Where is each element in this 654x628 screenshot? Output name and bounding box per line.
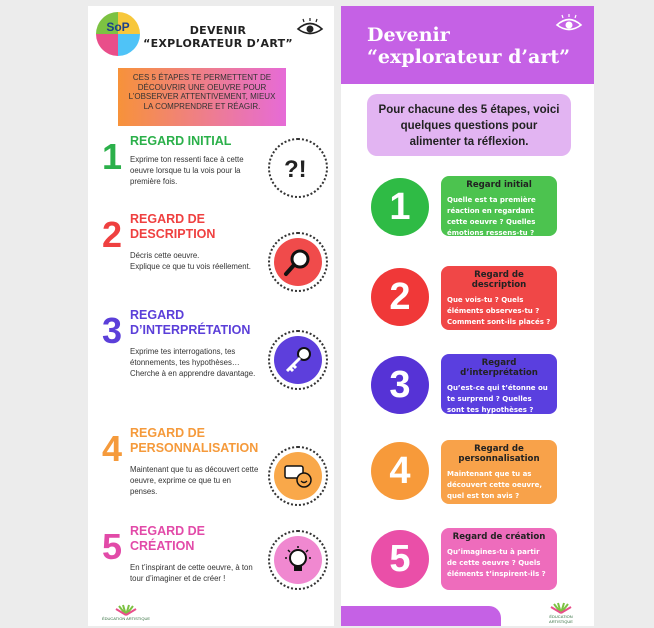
step-description: Maintenant que tu as découvert cette oeuvre, exprime ce que tu en penses. (130, 465, 259, 496)
eye-icon (555, 14, 583, 34)
step-title: REGARD DE CRÉATION (130, 524, 206, 553)
step-title: REGARD INITIAL (130, 134, 232, 148)
key-icon (283, 345, 313, 375)
question-box (441, 354, 557, 425)
flower-logo-icon (548, 602, 574, 614)
step-number: 4 (102, 428, 123, 469)
left-footer: ÉDUCATION ARTISTIQUE (100, 604, 152, 621)
question-box-title: Regard d’interprétation (460, 358, 538, 378)
question-box (441, 440, 557, 504)
step-description: Exprime ton ressenti face à cette oeuvre lorsque tu la vois pour la première fois. (130, 155, 244, 186)
big-step-number: 5 (371, 530, 429, 588)
step-title: REGARD DE PERSONNALISATION (130, 426, 259, 455)
right-footer: ÉDUCATION ARTISTIQUE (537, 602, 585, 624)
big-step-number: 2 (371, 268, 429, 326)
question-box-text: Qu’est-ce qui t’étonne ou te surprend ? Quelles sont tes hypothèses ? Que veux-tu savoir ? (447, 384, 548, 425)
footer-bar (341, 606, 501, 626)
question-box (441, 528, 557, 590)
step-title: REGARD D’INTERPRÉTATION (130, 308, 251, 337)
question-box-text: Que vois-tu ? Quels éléments observes-tu ? Comment sont-ils placés ? (447, 296, 551, 326)
logo (96, 12, 140, 56)
left-panel (88, 6, 334, 626)
question-box (441, 176, 557, 236)
question-box-title: Regard de personnalisation (458, 444, 540, 464)
step-description: Exprime tes interrogations, tes étonnements, tes hypothèses… Cherche à en apprendre davantage. (130, 347, 256, 378)
step-title: REGARD DE DESCRIPTION (130, 212, 216, 241)
right-panel (341, 6, 594, 626)
right-intro: Pour chacune des 5 étapes, voici quelques questions pour alimenter ta réflexion. (367, 94, 571, 156)
svg-text:?!: ?! (284, 156, 307, 183)
logo-text: SoP (106, 20, 130, 34)
step-description: En t’inspirant de cette oeuvre, à ton tour d’imaginer et de créer ! (130, 563, 253, 583)
big-step-number: 4 (371, 442, 429, 500)
question-box-text: Maintenant que tu as découvert cette oeuvre, quel est ton avis ? (447, 470, 542, 500)
step-icon-circle (274, 238, 322, 286)
big-step-number: 3 (371, 356, 429, 414)
step-icon-circle (274, 536, 322, 584)
question-box-title: Regard initial (466, 180, 532, 190)
magnifier-icon (283, 247, 313, 277)
right-title: Devenir “explorateur d’art” (367, 24, 571, 68)
step-number: 1 (102, 136, 123, 177)
chat-icon (282, 461, 314, 491)
lightbulb-icon (283, 545, 313, 575)
step-number: 3 (102, 310, 123, 351)
step-number: 5 (102, 526, 123, 567)
step-number: 2 (102, 214, 123, 255)
question-box-text: Qu’imagines-tu à partir de cette oeuvre ? Quels éléments t’inspirent-ils ? (447, 548, 546, 578)
left-title: DEVENIR “EXPLORATEUR D’ART” (143, 24, 293, 50)
eye-icon (296, 18, 324, 38)
question-box-title: Regard de création (452, 532, 546, 542)
flower-logo-icon (113, 604, 139, 616)
step-icon-circle (274, 144, 322, 192)
question-box-title: Regard de description (471, 270, 527, 290)
question-box (441, 266, 557, 330)
question-box-text: Quelle est ta première réaction en regardant cette oeuvre ? Quelles émotions ressens-tu ? (447, 196, 536, 237)
left-intro: CES 5 ÉTAPES TE PERMETTENT DE DÉCOUVRIR UNE OEUVRE POUR L’OBSERVER ATTENTIVEMENT, MIEUX LA COMPRENDRE ET RÉAGIR. (118, 68, 286, 126)
step-icon-circle (274, 336, 322, 384)
step-icon-circle (274, 452, 322, 500)
step-description: Décris cette oeuvre. Explique ce que tu vois réellement. (130, 251, 251, 271)
big-step-number: 1 (371, 178, 429, 236)
question-exclamation-icon (281, 151, 315, 185)
